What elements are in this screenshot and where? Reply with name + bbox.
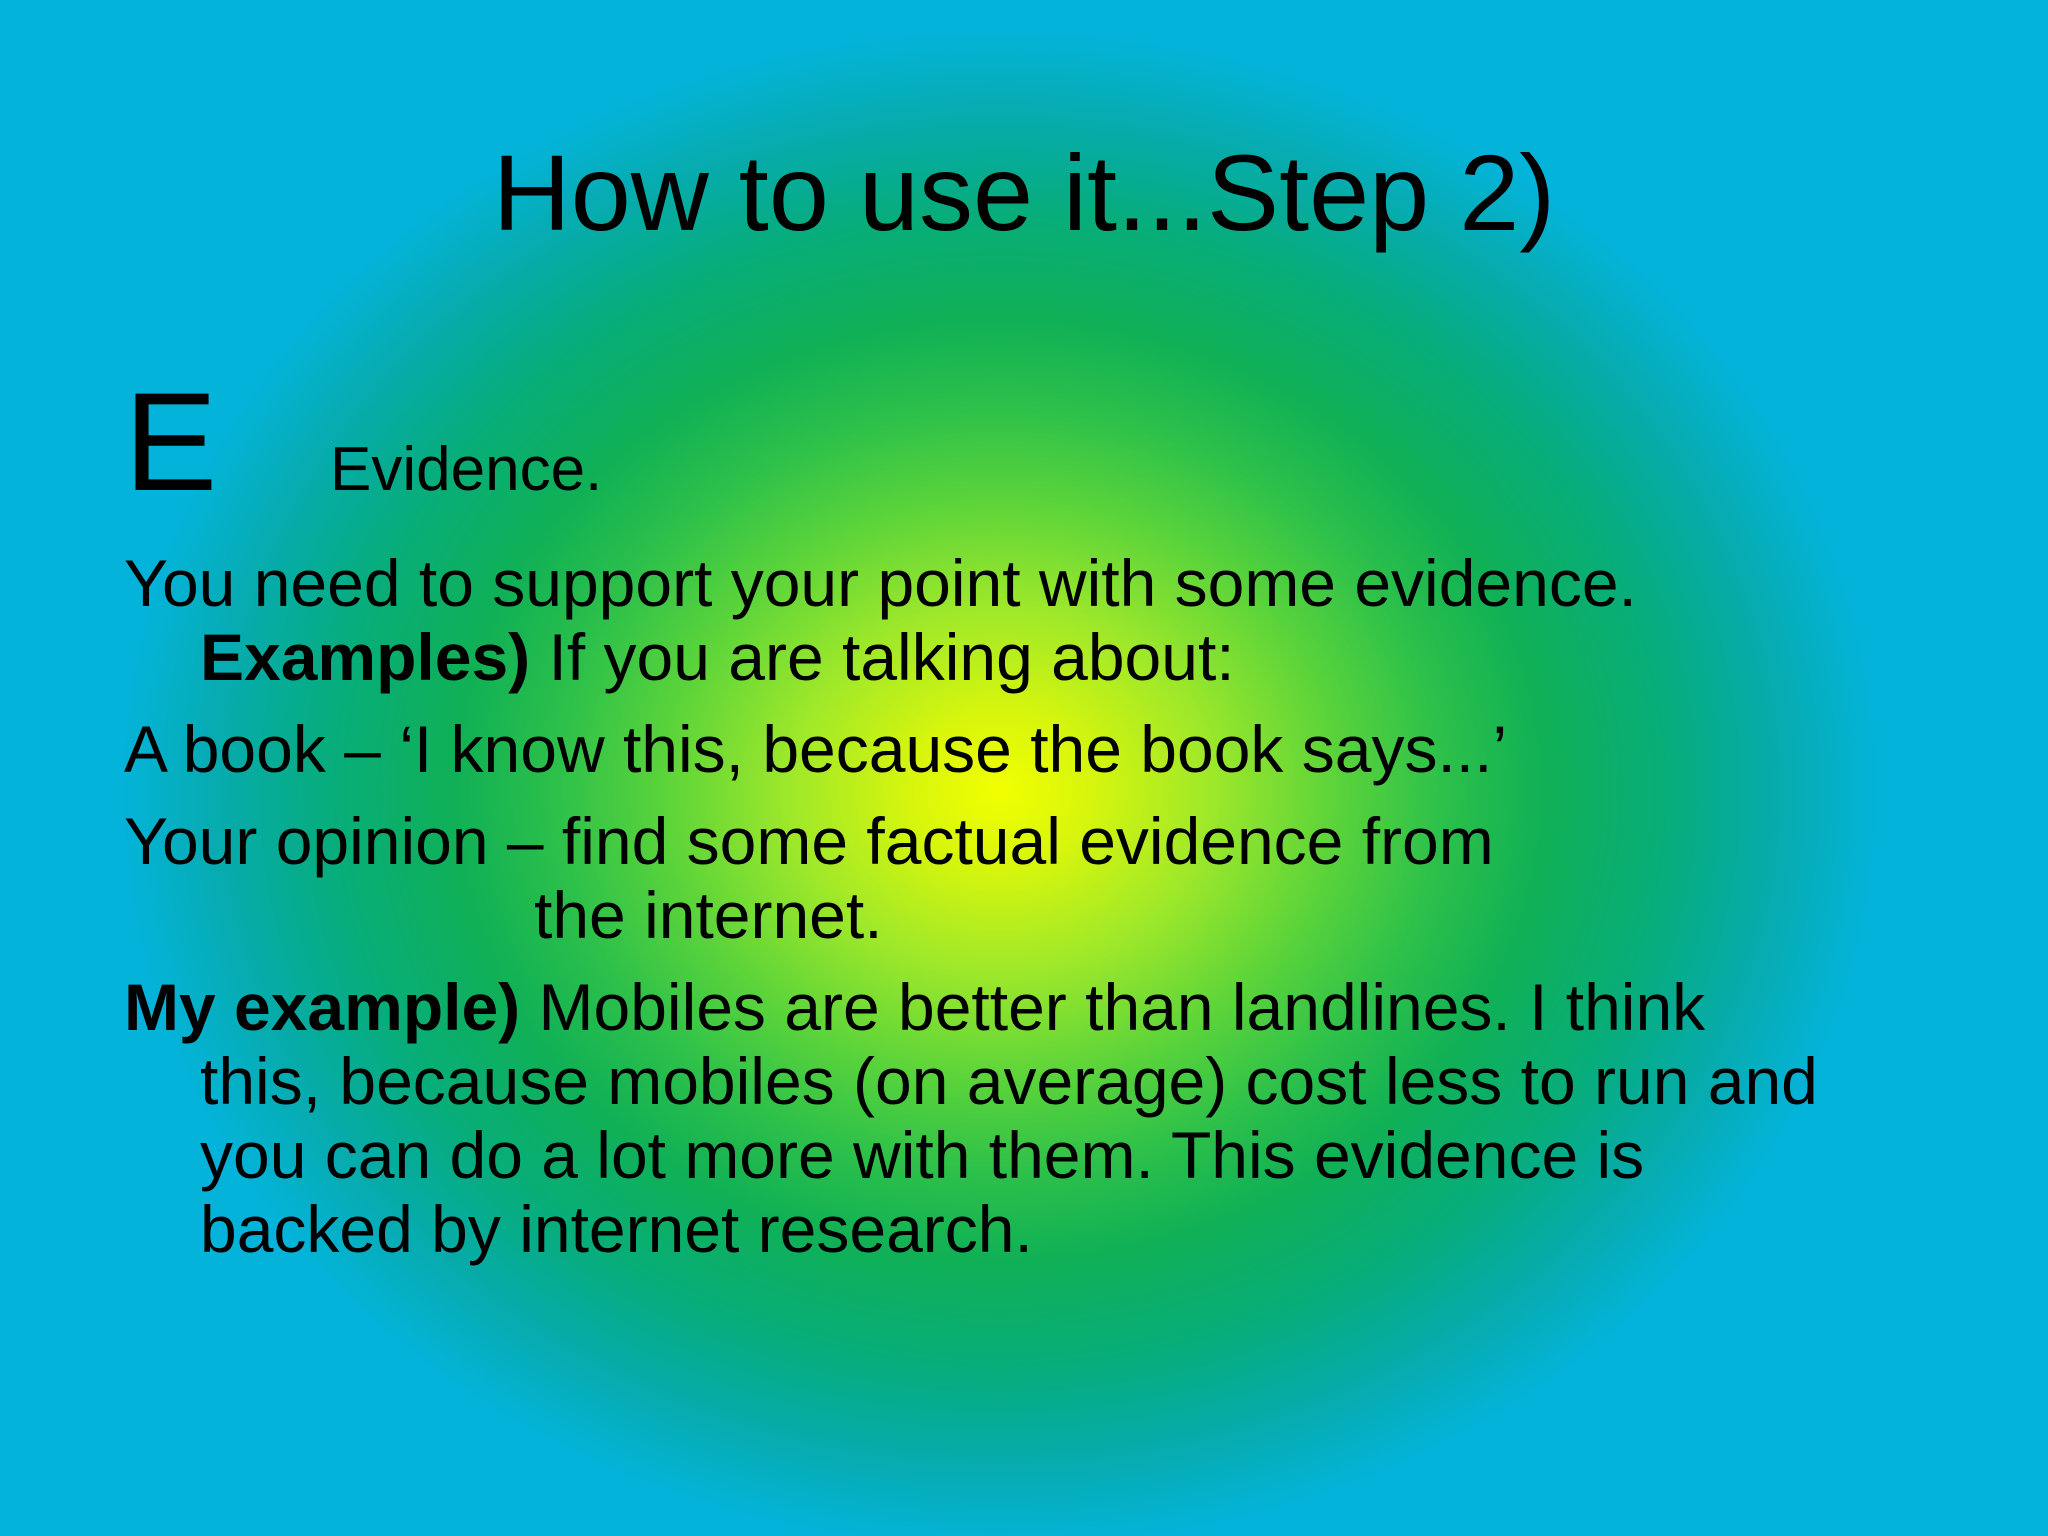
body-line-examples (124, 620, 1235, 694)
acronym-letter: E (124, 363, 218, 520)
body-line-my-example-2: this, because mobiles (on average) cost less to run and (200, 1044, 1818, 1118)
acronym-word: Evidence. (330, 435, 603, 504)
my-example-text: Mobiles are better than landlines. I think (520, 970, 1706, 1044)
body-line-opinion: Your opinion – find some factual evidence from (124, 804, 1494, 878)
examples-text: If you are talking about: (530, 620, 1235, 694)
body-line-book: A book – ‘I know this, because the book says...’ (124, 712, 1508, 786)
examples-label: Examples) (200, 620, 531, 694)
body-line-support: You need to support your point with some evidence. (124, 546, 1637, 620)
body-line-my-example (124, 970, 1705, 1044)
slide-title: How to use it...Step 2) (492, 132, 1556, 253)
body-line-my-example-3: you can do a lot more with them. This evidence is (200, 1118, 1645, 1192)
body-line-my-example-4: backed by internet research. (200, 1192, 1033, 1266)
body-line-opinion-cont: the internet. (534, 878, 883, 952)
my-example-label: My example) (124, 970, 521, 1044)
